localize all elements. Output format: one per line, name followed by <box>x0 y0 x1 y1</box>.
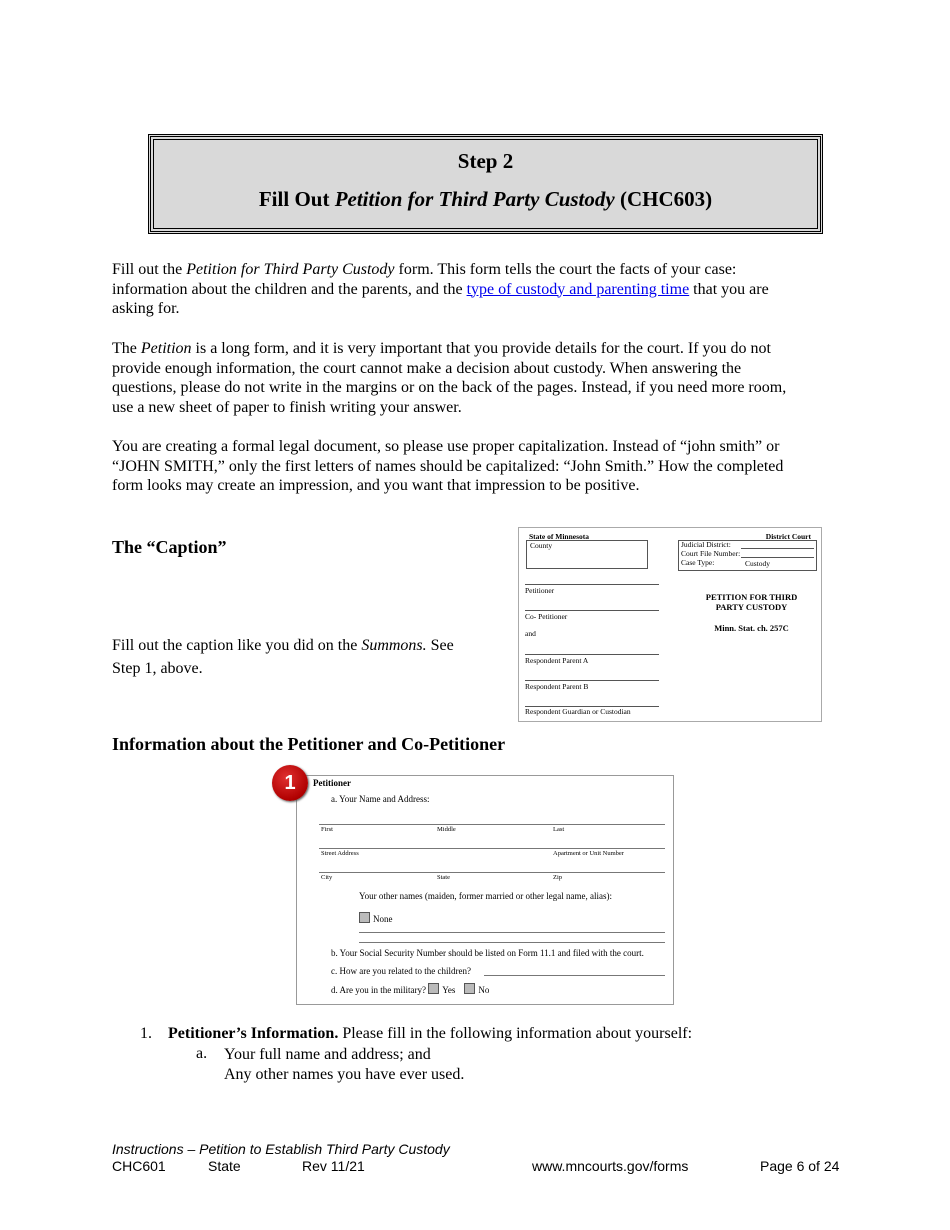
label-state: State <box>437 874 450 881</box>
caption-form-title-2: PARTY CUSTODY <box>715 602 788 612</box>
footer-state: State <box>208 1158 241 1174</box>
list-item-a-text: Your full name and address; and Any other names you have ever used. <box>224 1046 465 1083</box>
caption-heading: The “Caption” <box>112 537 227 557</box>
label-last: Last <box>553 826 565 833</box>
ssn-note: b. Your Social Security Number should be listed on Form 11.1 and filed with the court. <box>331 948 644 958</box>
step-title: Fill Out Petition for Third Party Custody (CHC603) <box>258 187 713 211</box>
caption-case-type: Case Type: <box>681 558 715 567</box>
capitalization-paragraph: You are creating a formal legal document, so please use proper capitalization. Instead of “john smith” or “JOHN SMITH,” only the first letters of names should be capitalized: “John Smith.” How the completed form looks may create an impression, and you want that impression to be positive. <box>112 438 784 494</box>
caption-statute: Minn. Stat. ch. 257C <box>714 623 789 633</box>
caption-respondent-a: Respondent Parent A <box>525 656 589 665</box>
caption-case-type-value: Custody <box>745 559 771 568</box>
caption-judicial-district: Judicial District: <box>681 540 731 549</box>
label-middle: Middle <box>437 826 456 833</box>
step-heading-box <box>148 134 823 234</box>
caption-respondent-b: Respondent Parent B <box>525 682 589 691</box>
none-checkbox <box>359 912 370 923</box>
caption-court: District Court <box>765 532 811 541</box>
footer-url[interactable]: www.mncourts.gov/forms <box>532 1158 689 1174</box>
caption-state: State of Minnesota <box>529 532 589 541</box>
caption-county: County <box>530 541 553 550</box>
label-zip: Zip <box>553 874 563 881</box>
intro-paragraph: Fill out the Petition for Third Party Custody form. This form tells the court the facts of your case: information about the children and the parents, and the type of custody and parenting time that you are asking for. <box>112 261 769 317</box>
footer-rev: Rev 11/21 <box>302 1158 365 1174</box>
none-option: None <box>359 912 393 924</box>
yes-checkbox <box>428 983 439 994</box>
caption-form-title-1: PETITION FOR THIRD <box>705 592 798 602</box>
list-item-1: 1. <box>140 1025 152 1042</box>
label-city: City <box>321 874 333 881</box>
footer-title: Instructions – Petition to Establish Third Party Custody <box>112 1141 450 1157</box>
caption-petitioner: Petitioner <box>525 586 555 595</box>
label-first: First <box>321 826 333 833</box>
list-item-a-letter: a. <box>196 1045 208 1062</box>
step-badge-1: 1 <box>272 765 308 801</box>
footer-code: CHC601 <box>112 1158 166 1174</box>
no-checkbox <box>464 983 475 994</box>
caption-respondent-guardian: Respondent Guardian or Custodian <box>525 707 631 716</box>
footer-page: Page 6 of 24 <box>760 1158 840 1174</box>
petition-details-paragraph: The Petition is a long form, and it is very important that you provide details for the court. If you do not provide enough information, the court cannot make a decision about custody. When answering the questions, please do not write in the margins or on the back of the pages. Instead, if you need more room, use a new sheet of paper to finish writing your answer. <box>112 340 787 416</box>
petitioner-form-title: Petitioner <box>313 778 351 788</box>
caption-court-file-number: Court File Number: <box>681 549 741 558</box>
caption-form-image <box>518 527 822 722</box>
step-number: Step 2 <box>457 149 514 173</box>
military-question: d. Are you in the military? Yes No <box>331 985 490 995</box>
petitioner-form-image <box>296 775 674 1005</box>
label-street: Street Address <box>321 850 359 857</box>
petitioner-heading: Information about the Petitioner and Co-Petitioner <box>112 734 506 754</box>
custody-parenting-link[interactable]: type of custody and parenting time <box>466 280 690 298</box>
label-apt: Apartment or Unit Number <box>553 850 624 857</box>
caption-and: and <box>525 629 536 638</box>
caption-co-petitioner: Co- Petitioner <box>525 612 568 621</box>
petitioner-name-address-label: a. Your Name and Address: <box>331 794 430 804</box>
caption-instructions: Fill out the caption like you did on the Summons. See Step 1, above. <box>112 637 454 677</box>
relation-question: c. How are you related to the children? <box>331 966 471 976</box>
other-names-label: Your other names (maiden, former married or other legal name, alias): <box>359 891 612 901</box>
list-item-1-text: Petitioner’s Information. Please fill in the following information about yourself: <box>168 1025 693 1042</box>
